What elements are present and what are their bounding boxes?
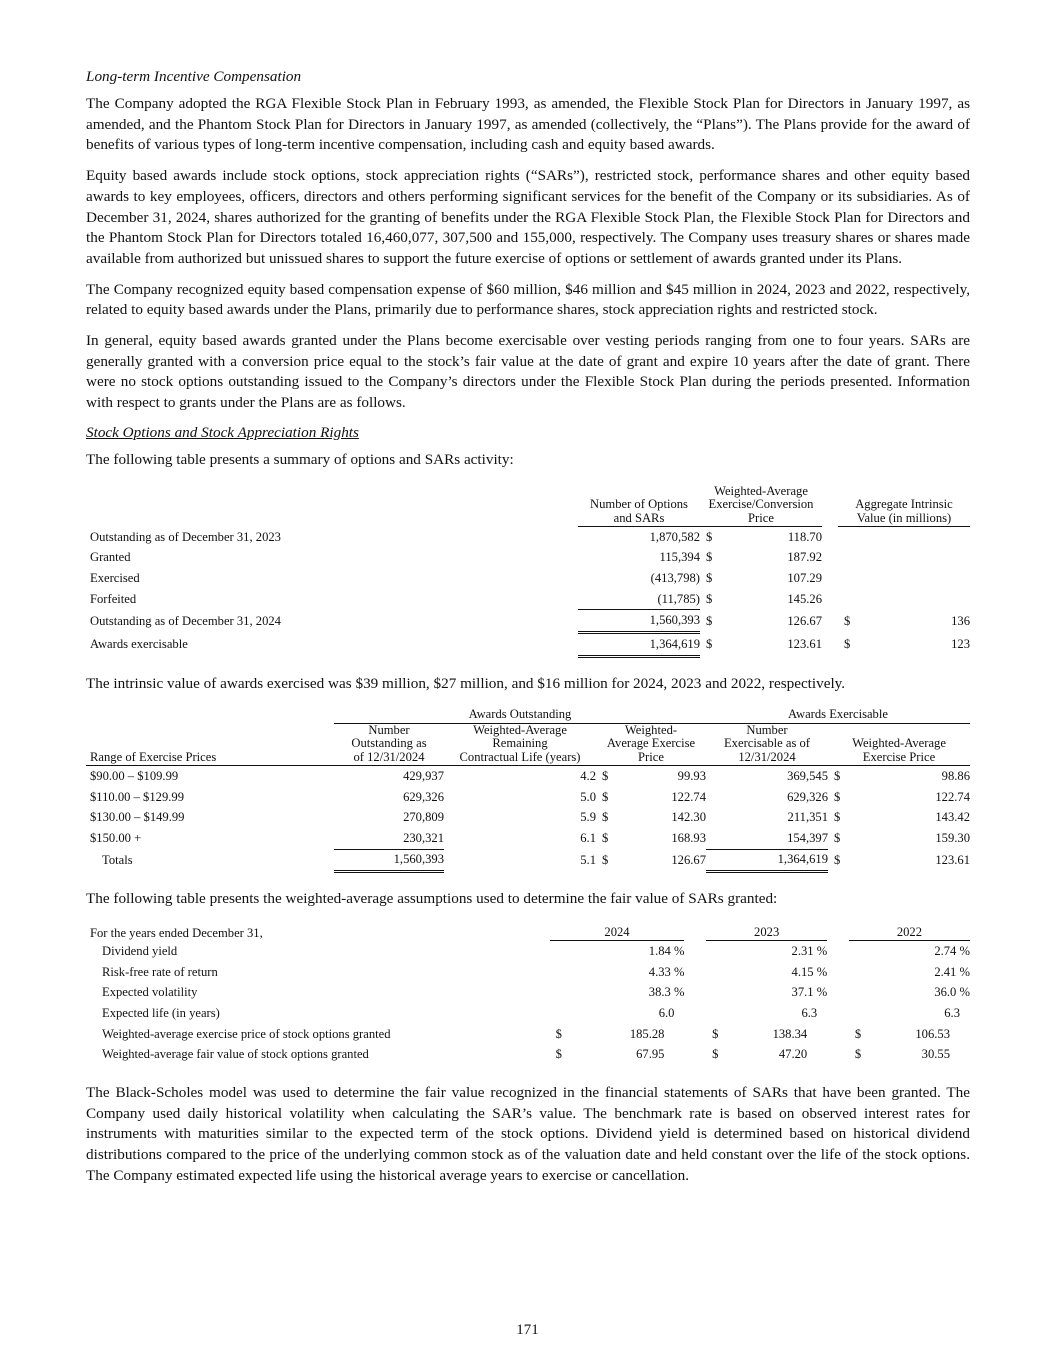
subheading-options-sars: Stock Options and Stock Appreciation Rights <box>86 423 359 441</box>
options-sars-activity-table <box>86 485 970 658</box>
table-row: Expected life (in years) 6.0 6.3 6.3 <box>102 1006 960 1021</box>
page-number: 171 <box>516 1322 539 1338</box>
table-row: Outstanding as of December 31, 2024 1,560,393 $ 126.67 $ 136 <box>86 610 970 633</box>
table-row-totals: Totals 1,560,393 5.1 $ 126.67 1,364,619 $ 123.61 <box>86 849 970 872</box>
paragraph-plans: The Company adopted the RGA Flexible Stock Plan in February 1993, as amended, the Flexible Stock Plan for Directors in January 1997, as amended, and the Phantom Stock Plan for Directors in January 1997, as amended (collectively, the “Plans”). The Plans provide for the award of benefits of various types of long-term incentive compensation, including cash and equity based awards. <box>86 95 970 154</box>
header-year-2023: 2023 <box>706 926 827 941</box>
fair-value-assumptions-table <box>86 926 970 1065</box>
header-number-outstanding: Number Outstanding as of 12/31/2024 <box>334 723 444 766</box>
table-row: Granted 115,394 $ 187.92 <box>90 550 822 565</box>
header-number-exercisable: Number Exercisable as of 12/31/2024 <box>706 723 828 766</box>
header-year-2022: 2022 <box>849 926 970 941</box>
header-year-2024: 2024 <box>550 926 685 941</box>
paragraph-black-scholes: The Black-Scholes model was used to determine the fair value recognized in the financial statements of SARs that have been granted. The Company used daily historical volatility when calculating the SAR’s value. The benchmark rate is based on observed interest rates for instruments with maturities similar to the expected term of the stock options. Dividend yield is determined based on historical dividend distributions compared to the price of the underlying common stock as of the valuation date and held constant over the life of the stock options. The Company estimated expected life using the historical average years to exercise or cancellation. <box>86 1084 970 1184</box>
table-group-header-row <box>86 708 970 723</box>
header-number-options: Number of Options and SARs <box>578 485 700 527</box>
table-header-row <box>86 485 970 527</box>
paragraph-compensation-expense: The Company recognized equity based compensation expense of $60 million, $46 million and $45 million in 2024, 2023 and 2022, respectively, related to equity based awards under the Plans, primarily due to performance shares, stock appreciation rights and restricted stock. <box>86 280 970 319</box>
group-awards-outstanding: Awards Outstanding <box>334 708 706 723</box>
table-row: Awards exercisable 1,364,619 $ 123.61 $ 123 <box>86 633 970 657</box>
header-weighted-average-price: Weighted-Average Exercise/Conversion Price <box>700 485 822 527</box>
table-header-row <box>86 723 970 766</box>
exercise-price-ranges-table <box>86 708 970 873</box>
table-row: $110.00 – $129.99 629,326 5.0 $ 122.74 629,326 $ 122.74 <box>90 789 970 804</box>
table-row: Forfeited (11,785) $ 145.26 <box>90 591 822 606</box>
section-title: Long-term Incentive Compensation <box>86 68 302 85</box>
paragraph-table3-intro: The following table presents the weighted-average assumptions used to determine the fair value of SARs granted: <box>86 890 778 908</box>
header-range: Range of Exercise Prices <box>86 723 334 766</box>
paragraph-intrinsic-value: The intrinsic value of awards exercised was $39 million, $27 million, and $16 million for 2024, 2023 and 2022, respectively. <box>86 674 846 692</box>
group-awards-exercisable: Awards Exercisable <box>706 708 970 723</box>
header-years-label: For the years ended December 31, <box>90 925 263 940</box>
table-row: Exercised (413,798) $ 107.29 <box>90 571 822 586</box>
table-row: Outstanding as of December 31, 2023 1,870,582 $ 118.70 <box>90 529 822 544</box>
table-row: Dividend yield 1.84 % 2.31 % 2.74 % <box>102 944 970 959</box>
table-row: $90.00 – $109.99 429,937 4.2 $ 99.93 369,545 $ 98.86 <box>90 769 970 784</box>
header-aggregate-intrinsic-value: Aggregate Intrinsic Value (in millions) <box>838 485 970 527</box>
table-row: Weighted-average exercise price of stock options granted $ 185.28 $ 138.34 $ 106.53 <box>102 1026 950 1041</box>
paragraph-table1-intro: The following table presents a summary of options and SARs activity: <box>86 450 514 468</box>
header-exercise-price: Weighted-Average Exercise Price <box>828 723 970 766</box>
table-row: Expected volatility 38.3 % 37.1 % 36.0 % <box>102 985 970 1000</box>
table-row: Risk-free rate of return 4.33 % 4.15 % 2.41 % <box>102 964 970 979</box>
table-header-row <box>86 926 970 941</box>
table-row: $130.00 – $149.99 270,809 5.9 $ 142.30 211,351 $ 143.42 <box>90 810 970 825</box>
table-row: $150.00 + 230,321 6.1 $ 168.93 154,397 $ 159.30 <box>90 830 970 846</box>
table-row: Weighted-average fair value of stock options granted $ 67.95 $ 47.20 $ 30.55 <box>102 1047 950 1062</box>
document-page <box>86 68 970 1197</box>
header-average-exercise-price: Weighted- Average Exercise Price <box>596 723 706 766</box>
paragraph-equity-awards: Equity based awards include stock options, stock appreciation rights (“SARs”), restricted stock, performance shares and other equity based awards to key employees, officers, directors and others performing significant services for the benefit of the Company or its subsidiaries. As of December 31, 2024, shares authorized for the granting of benefits under the RGA Flexible Stock Plan, the Flexible Stock Plan for Directors and the Phantom Stock Plan for Directors totaled 16,460,077, 307,500 and 155,000, respectively. The Company uses treasury shares or shares made available from authorized but unissued shares to support the future exercise of options or settlement of awards granted under its Plans. <box>86 167 970 267</box>
paragraph-vesting: In general, equity based awards granted under the Plans become exercisable over vesting periods ranging from one to four years. SARs are generally granted with a conversion price equal to the stock’s fair value at the date of grant and expire 10 years after the date of grant. There were no stock options outstanding issued to the Company’s directors under the Flexible Stock Plan during the periods presented. Information with respect to grants under the Plans are as follows. <box>86 332 970 412</box>
header-remaining-life: Weighted-Average Remaining Contractual Life (years) <box>444 723 596 766</box>
